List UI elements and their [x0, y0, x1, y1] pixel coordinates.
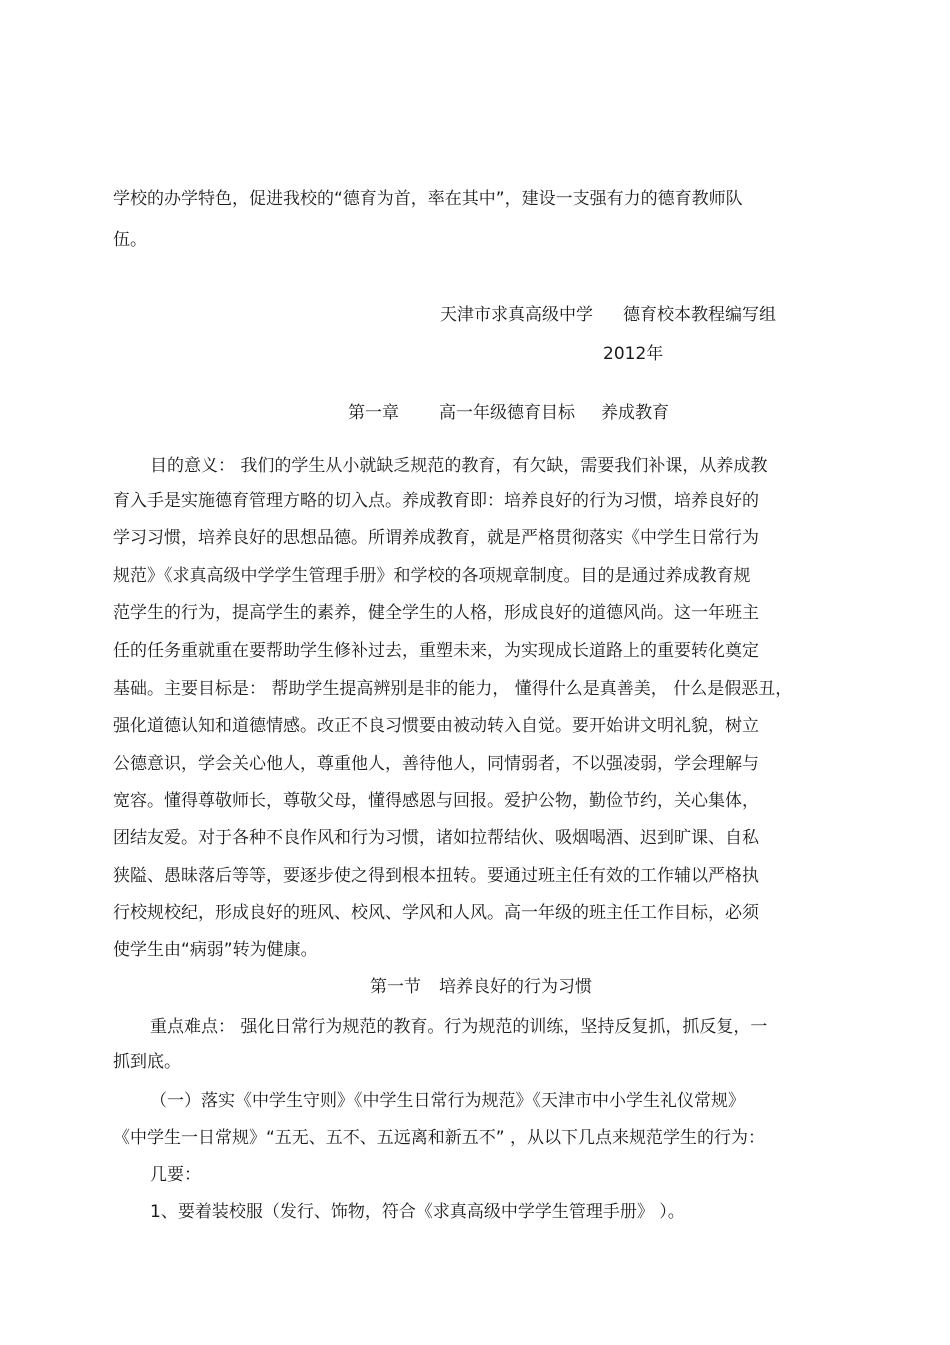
- purpose-line: 学习习惯，培养良好的思想品德。所谓养成教育，就是严格贯彻落实《中学生日常行为: [113, 528, 759, 548]
- intro-line-1: 学校的办学特色，促进我校的“德育为首，率在其中”，建设一支强有力的德育教师队: [113, 189, 743, 209]
- purpose-line: 基础。主要目标是： 帮助学生提高辨别是非的能力， 懂得什么是真善美， 什么是假恶丑，: [113, 679, 793, 699]
- section-title: 培养良好的行为习惯: [439, 977, 592, 997]
- purpose-line: 行校规校纪，形成良好的班风、校风、学风和人风。高一年级的班主任工作目标，必须: [113, 903, 759, 923]
- section-heading: [370, 975, 592, 999]
- chapter-number: 第一章: [348, 403, 399, 423]
- purpose-line: 使学生由“病弱”转为健康。: [113, 940, 318, 960]
- chapter-title: 高一年级德育目标: [439, 403, 575, 423]
- item-line: 几要：: [150, 1165, 201, 1185]
- purpose-line: 强化道德认知和道德情感。改正不良习惯要由被动转入自觉。要开始讲文明礼貌，树立: [113, 716, 759, 736]
- item-line: 《中学生一日常规》“五无、五不、五远离和新五不” ，从以下几点来规范学生的行为：: [113, 1128, 766, 1148]
- item-line: 1、要着装校服（发行、饰物，符合《求真高级中学学生管理手册》 ）。: [150, 1202, 685, 1222]
- signature-group: 德育校本教程编写组: [623, 305, 776, 325]
- section-number: 第一节: [370, 977, 421, 997]
- focus-line: 抓到底。: [113, 1052, 181, 1072]
- purpose-line: 范学生的行为，提高学生的素养，健全学生的人格，形成良好的道德风尚。这一年班主: [113, 603, 759, 623]
- chapter-subtitle: 养成教育: [601, 403, 669, 423]
- purpose-line: 任的任务重就重在要帮助学生修补过去，重塑未来，为实现成长道路上的重要转化奠定: [113, 641, 759, 661]
- purpose-line: 团结友爱。对于各种不良作风和行为习惯，诸如拉帮结伙、吸烟喝酒、迟到旷课、自私: [113, 828, 759, 848]
- purpose-line: 规范》《求真高级中学学生管理手册》和学校的各项规章制度。目的是通过养成教育规: [113, 566, 751, 586]
- chapter-heading: [348, 401, 669, 425]
- focus-line: 重点难点： 强化日常行为规范的教育。行为规范的训练，坚持反复抓，抓反复，一: [150, 1017, 768, 1037]
- purpose-line: 目的意义： 我们的学生从小就缺乏规范的教育，有欠缺，需要我们补课，从养成教: [150, 456, 768, 476]
- intro-line-2: 伍。: [113, 230, 147, 250]
- item-line: （一）落实《中学生守则》《中学生日常行为规范》《天津市中小学生礼仪常规》: [150, 1091, 745, 1111]
- purpose-line: 育入手是实施德育管理方略的切入点。养成教育即：培养良好的行为习惯，培养良好的: [113, 491, 759, 511]
- purpose-line: 公德意识，学会关心他人，尊重他人，善待他人，同情弱者，不以强凌弱，学会理解与: [113, 754, 759, 774]
- signature-year: 2012年: [603, 344, 664, 364]
- purpose-line: 狭隘、愚昧落后等等，要逐步使之得到根本扭转。要通过班主任有效的工作辅以严格执: [113, 866, 759, 886]
- signature-school: 天津市求真高级中学: [440, 305, 593, 325]
- signature: [440, 303, 776, 327]
- purpose-line: 宽容。懂得尊敬师长，尊敬父母，懂得感恩与回报。爱护公物，勤俭节约，关心集体，: [113, 791, 759, 811]
